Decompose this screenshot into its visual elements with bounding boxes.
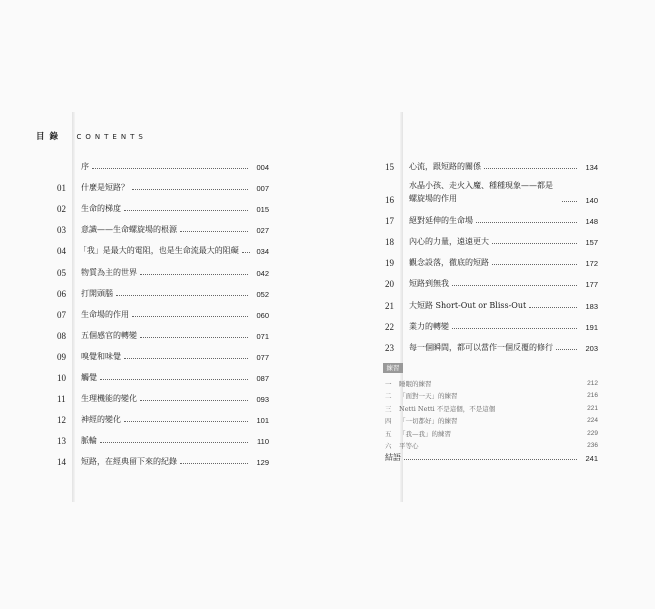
toc-leader-dots — [476, 222, 577, 223]
toc-page-number: 007 — [256, 184, 269, 194]
exercise-number: 二 — [385, 392, 392, 400]
toc-entry-number: 22 — [385, 321, 394, 332]
toc-entry[interactable] — [57, 200, 269, 214]
toc-entry-title: 觸覺 — [81, 373, 97, 382]
toc-entry[interactable] — [385, 275, 598, 289]
exercise-title: 平等心 — [399, 442, 419, 450]
toc-entry[interactable] — [57, 264, 269, 278]
toc-leader-dots — [92, 168, 248, 169]
toc-page-number: 087 — [256, 374, 269, 383]
exercise-title: 睡眠的練習 — [399, 379, 432, 388]
toc-entry[interactable] — [385, 233, 598, 247]
exercise-entry[interactable] — [385, 403, 598, 413]
exercises-badge: 練習 — [383, 363, 403, 373]
toc-page-number: 101 — [256, 416, 269, 426]
toc-entry-number: 16 — [385, 195, 394, 206]
toc-leader-dots — [132, 316, 248, 317]
toc-leader-dots — [132, 189, 248, 190]
toc-page-number: 071 — [256, 331, 269, 341]
toc-page-number: 241 — [585, 454, 598, 463]
toc-leader-dots — [124, 421, 248, 422]
toc-entry-title: 脈輪 — [81, 436, 97, 446]
toc-leader-dots — [452, 328, 577, 329]
exercise-number: 五 — [385, 429, 392, 438]
toc-leader-dots — [124, 210, 248, 211]
toc-entry-number: 18 — [385, 237, 394, 248]
toc-entry-number: 09 — [57, 351, 66, 362]
toc-page-number: 110 — [257, 437, 269, 447]
toc-leader-dots — [484, 168, 577, 169]
exercise-title: 「一切都好」的練習 — [399, 417, 458, 425]
toc-entry-title: 短路，在經典留下來的紀錄 — [81, 457, 177, 467]
toc-entry[interactable] — [57, 432, 269, 446]
toc-leader-dots — [140, 274, 248, 275]
toc-page-number: 015 — [256, 205, 269, 215]
toc-page-number: 060 — [256, 310, 269, 320]
toc-leader-dots — [556, 349, 577, 350]
toc-page-number: 203 — [585, 343, 598, 353]
toc-entry-title: 每一個瞬間，都可以當作一個反覆的修行 — [409, 342, 553, 352]
toc-entry-number: 19 — [385, 258, 394, 269]
toc-entry-title: 水晶小孩、走火入魔、種種現象——都是螺旋場的作用 — [409, 181, 553, 204]
toc-entry-title: 絕對延伸的生命場 — [409, 216, 473, 226]
toc-entry-number: 20 — [385, 279, 394, 290]
toc-page-number: 027 — [256, 226, 269, 236]
toc-entry-title: 打開頭腦 — [81, 288, 113, 298]
toc-entry-title: 物質為主的世界 — [81, 267, 137, 277]
toc-entry-number: 21 — [385, 300, 394, 311]
toc-leader-dots — [180, 231, 248, 232]
toc-entry[interactable] — [385, 339, 598, 353]
toc-leader-dots — [180, 463, 248, 464]
toc-page-number: 140 — [585, 196, 598, 206]
toc-entry[interactable] — [57, 179, 269, 193]
toc-entry-number: 03 — [57, 225, 66, 236]
toc-entry-title: 意識——生命螺旋場的根源 — [81, 225, 177, 235]
toc-entry[interactable] — [385, 212, 598, 226]
toc-entry[interactable] — [57, 390, 269, 404]
toc-page-number: 157 — [585, 238, 598, 248]
toc-entry-number: 10 — [57, 373, 66, 383]
toc-entry-number: 01 — [57, 183, 66, 194]
toc-entry-title: 結語 — [385, 453, 401, 462]
exercise-title: Netti Netti 不是這個，不是這個 — [399, 404, 496, 413]
toc-entry-title: 序 — [81, 162, 89, 171]
toc-page-number: 134 — [585, 163, 598, 172]
conclusion-entry[interactable] — [385, 449, 598, 463]
toc-entry[interactable] — [57, 411, 269, 425]
toc-entry-number: 02 — [57, 204, 66, 215]
toc-entry[interactable] — [57, 369, 269, 383]
toc-entry[interactable] — [57, 306, 269, 320]
toc-page-number: 042 — [256, 268, 269, 278]
toc-page-number: 183 — [585, 301, 598, 311]
toc-title-zh: 目 錄 — [36, 132, 59, 142]
exercise-number: 三 — [385, 404, 392, 413]
toc-entry[interactable] — [57, 327, 269, 341]
exercise-page: 229 — [587, 429, 598, 437]
toc-entry-number: 08 — [57, 330, 66, 341]
toc-entry-title: 業力的轉變 — [409, 321, 449, 331]
exercise-entry[interactable] — [385, 378, 598, 388]
toc-leader-dots — [492, 264, 577, 265]
toc-leader-dots — [404, 459, 577, 460]
toc-entry[interactable] — [385, 254, 598, 268]
toc-entry-number: 04 — [57, 246, 66, 257]
toc-entry-number: 06 — [57, 288, 66, 299]
toc-page-number: 148 — [585, 217, 598, 227]
toc-leader-dots — [100, 379, 248, 380]
toc-page-number: 093 — [256, 395, 269, 405]
toc-header — [36, 130, 147, 142]
exercise-entry[interactable] — [385, 416, 598, 426]
toc-leader-dots — [452, 285, 577, 286]
toc-leader-dots — [116, 295, 248, 296]
toc-page-number: 177 — [585, 280, 598, 290]
exercise-page: 216 — [587, 392, 598, 399]
exercise-number: 六 — [385, 442, 392, 450]
toc-entry-title: 內心的力量，遠遠更大 — [409, 237, 489, 247]
toc-entry-title: 短路到無我 — [409, 279, 449, 289]
toc-leader-dots — [140, 400, 248, 401]
exercise-title: 「我—我」的練習 — [399, 429, 451, 438]
toc-leader-dots — [100, 442, 248, 443]
toc-page-number: 004 — [256, 163, 269, 172]
exercise-entry[interactable] — [385, 428, 598, 438]
exercise-page: 224 — [587, 417, 598, 424]
toc-entry-number: 12 — [57, 415, 66, 426]
toc-entry-number: 14 — [57, 457, 66, 468]
toc-entry[interactable] — [385, 179, 598, 205]
toc-entry[interactable] — [57, 348, 269, 362]
exercise-page: 236 — [587, 442, 598, 449]
toc-entry[interactable] — [57, 221, 269, 235]
toc-page-number: 172 — [585, 259, 598, 269]
toc-entry-title: 嗅覺和味覺 — [81, 351, 121, 361]
toc-entry-title: 什麼是短路？ — [81, 183, 129, 193]
toc-page-number: 077 — [256, 352, 269, 362]
toc-leader-dots — [562, 201, 577, 202]
exercise-entry[interactable] — [385, 391, 598, 401]
toc-entry-number: 23 — [385, 342, 394, 353]
toc-page-number: 129 — [256, 458, 269, 468]
toc-entry[interactable] — [385, 318, 598, 332]
exercise-number: 一 — [385, 379, 392, 388]
toc-entry-title: 生命的梯度 — [81, 204, 121, 214]
toc-leader-dots — [529, 307, 577, 308]
toc-leader-dots — [124, 358, 248, 359]
toc-leader-dots — [242, 252, 250, 253]
toc-entry[interactable] — [57, 158, 269, 172]
toc-leader-dots — [140, 337, 248, 338]
exercise-number: 四 — [385, 417, 392, 425]
exercise-page: 212 — [587, 379, 598, 387]
toc-entry-title: 生命場的作用 — [81, 309, 129, 319]
exercise-title: 「面對一天」的練習 — [399, 392, 458, 400]
toc-entry-title: 神經的變化 — [81, 415, 121, 425]
toc-leader-dots — [492, 243, 577, 244]
exercise-page: 221 — [587, 404, 598, 412]
toc-entry-number: 13 — [57, 436, 66, 447]
toc-entry[interactable] — [385, 297, 598, 311]
toc-entry-number: 07 — [57, 309, 66, 320]
toc-page-number: 191 — [585, 322, 598, 332]
toc-entry[interactable] — [57, 453, 269, 467]
toc-entry-number: 15 — [385, 162, 394, 172]
toc-entry-title: 「我」是最大的電阻，也是生命流最大的阻礙 — [78, 246, 239, 256]
toc-entry-number: 17 — [385, 216, 394, 227]
toc-entry-title: 生理機能的變化 — [81, 394, 137, 404]
toc-title-en: CONTENTS — [76, 133, 147, 141]
toc-page-number: 052 — [256, 289, 269, 299]
toc-entry[interactable] — [57, 285, 269, 299]
toc-page-number: 034 — [256, 247, 269, 257]
toc-entry-title: 觀念設落，徹底的短路 — [409, 258, 489, 268]
toc-entry-title: 心流，跟短路的關係 — [409, 162, 481, 171]
toc-entry-title: 五個感官的轉變 — [81, 330, 137, 340]
toc-entry-number: 11 — [57, 394, 66, 405]
toc-entry[interactable] — [385, 158, 598, 172]
toc-entry-title: 大短路 Short-Out or Bliss-Out — [409, 300, 527, 310]
toc-entry[interactable] — [57, 242, 269, 256]
toc-entry-number: 05 — [57, 267, 66, 278]
